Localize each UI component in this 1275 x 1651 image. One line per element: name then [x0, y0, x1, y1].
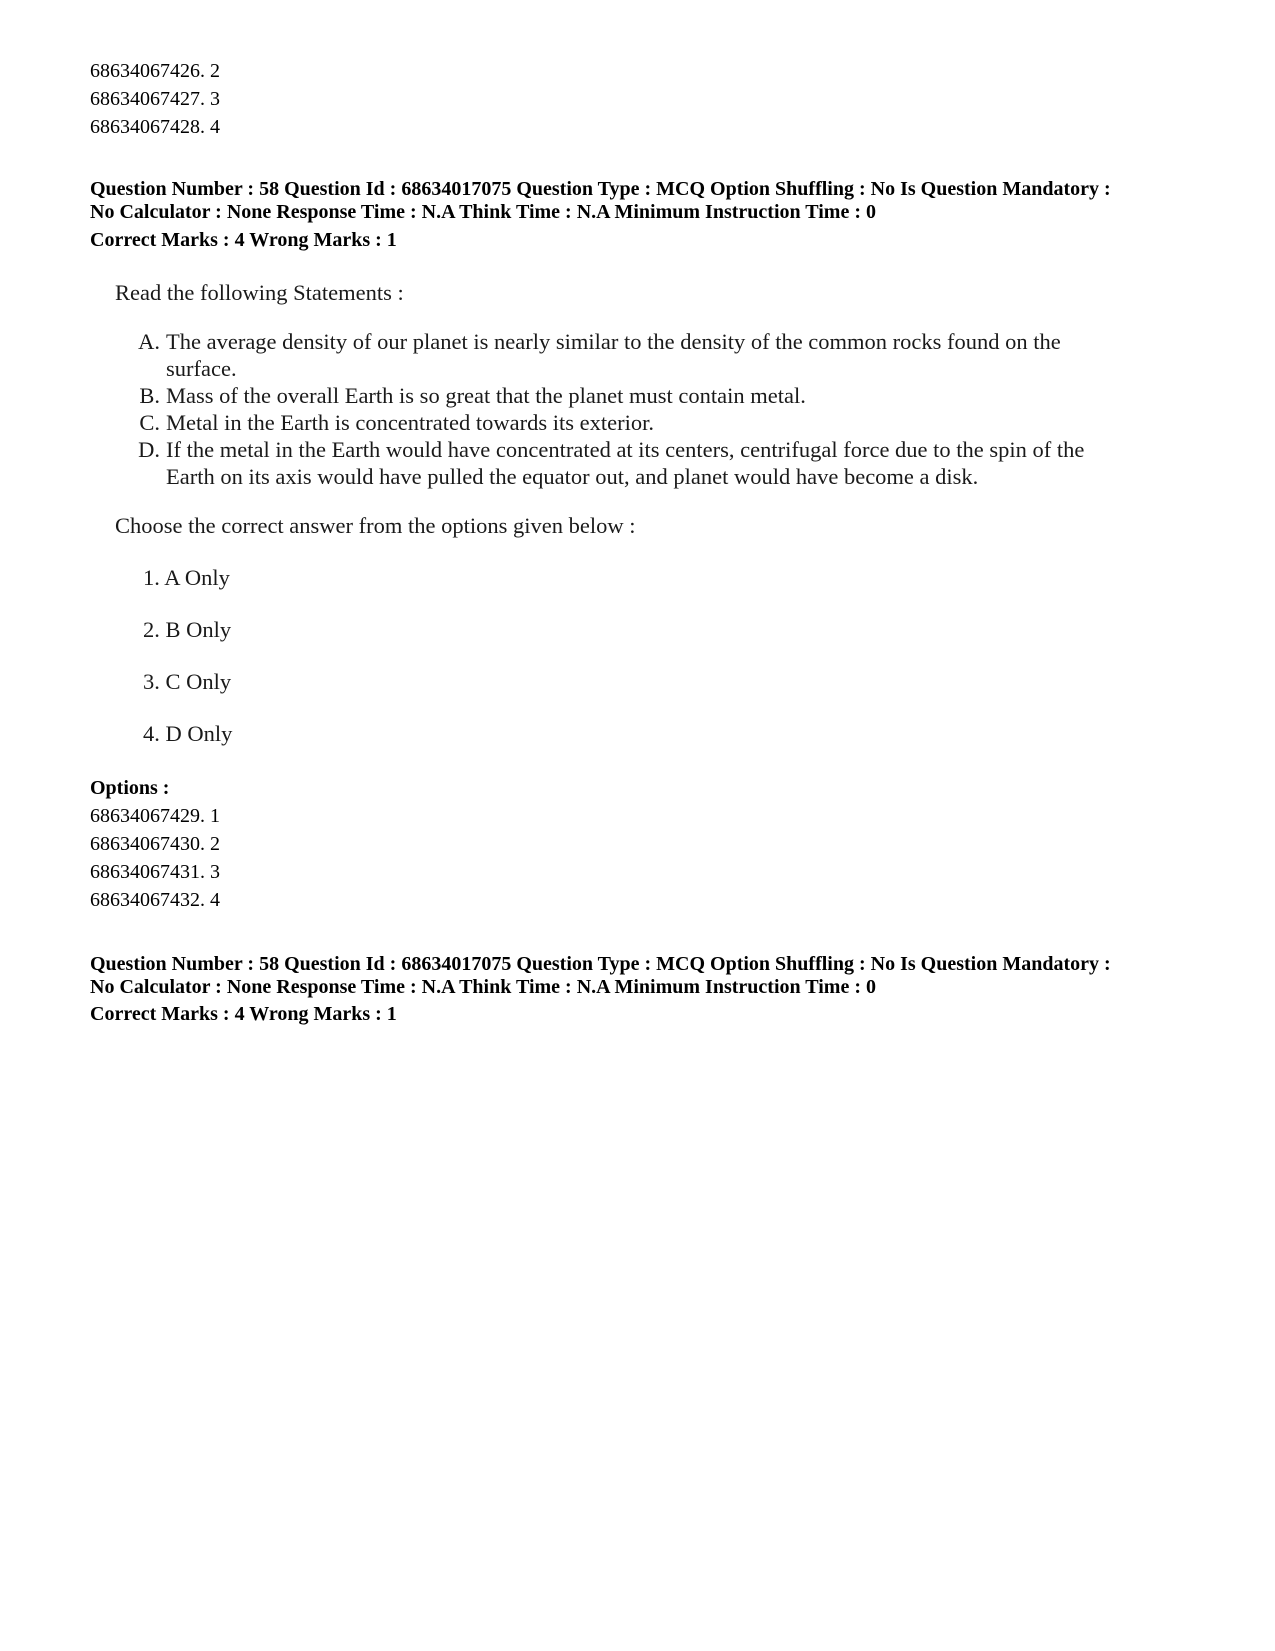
question-header-line2: No Calculator : None Response Time : N.A Think Time : N.A Minimum Instruction Time : 0 [90, 201, 876, 223]
question-marks: Correct Marks : 4 Wrong Marks : 1 [90, 229, 397, 251]
statement-text: Mass of the overall Earth is so great that the planet must contain metal. [166, 383, 806, 408]
statement-letter: D. [138, 437, 160, 462]
option-line: 68634067426. 2 [90, 60, 220, 82]
question-intro: Read the following Statements : [115, 280, 404, 305]
options-label: Options : [90, 777, 170, 799]
question-header-line2: No Calculator : None Response Time : N.A Think Time : N.A Minimum Instruction Time : 0 [90, 976, 876, 998]
question-marks: Correct Marks : 4 Wrong Marks : 1 [90, 1003, 397, 1025]
option-line: 68634067432. 4 [90, 889, 220, 911]
statement-b [130, 382, 1130, 410]
statement-d [130, 436, 1130, 492]
statement-text: If the metal in the Earth would have concentrated at its centers, centrifugal force due to the spin of the [166, 437, 1085, 462]
statement-letter: C. [139, 410, 160, 435]
statement-text-cont: surface. [166, 356, 237, 381]
option-line: 68634067428. 4 [90, 116, 220, 138]
choice-item: 3. C Only [143, 669, 232, 694]
choice-item: 4. D Only [143, 721, 233, 746]
statement-letter: A. [138, 329, 160, 354]
option-line: 68634067430. 2 [90, 833, 220, 855]
question-header-line1: Question Number : 58 Question Id : 68634017075 Question Type : MCQ Option Shuffling : No Is Question Mandatory : [90, 178, 1111, 200]
statement-text-cont: Earth on its axis would have pulled the equator out, and planet would have become a disk. [166, 464, 979, 489]
statement-text: Metal in the Earth is concentrated towards its exterior. [166, 410, 654, 435]
choice-item: 1. A Only [143, 565, 230, 590]
question-choose-instruction: Choose the correct answer from the options given below : [115, 513, 636, 538]
statement-c [130, 409, 1130, 437]
option-line: 68634067427. 3 [90, 88, 220, 110]
statement-text: The average density of our planet is nearly similar to the density of the common rocks found on the [166, 329, 1061, 354]
choice-item: 2. B Only [143, 617, 232, 642]
statement-letter: B. [139, 383, 160, 408]
option-line: 68634067431. 3 [90, 861, 220, 883]
question-header-line1: Question Number : 58 Question Id : 68634017075 Question Type : MCQ Option Shuffling : No Is Question Mandatory : [90, 953, 1111, 975]
option-line: 68634067429. 1 [90, 805, 220, 827]
statement-a [130, 328, 1130, 384]
